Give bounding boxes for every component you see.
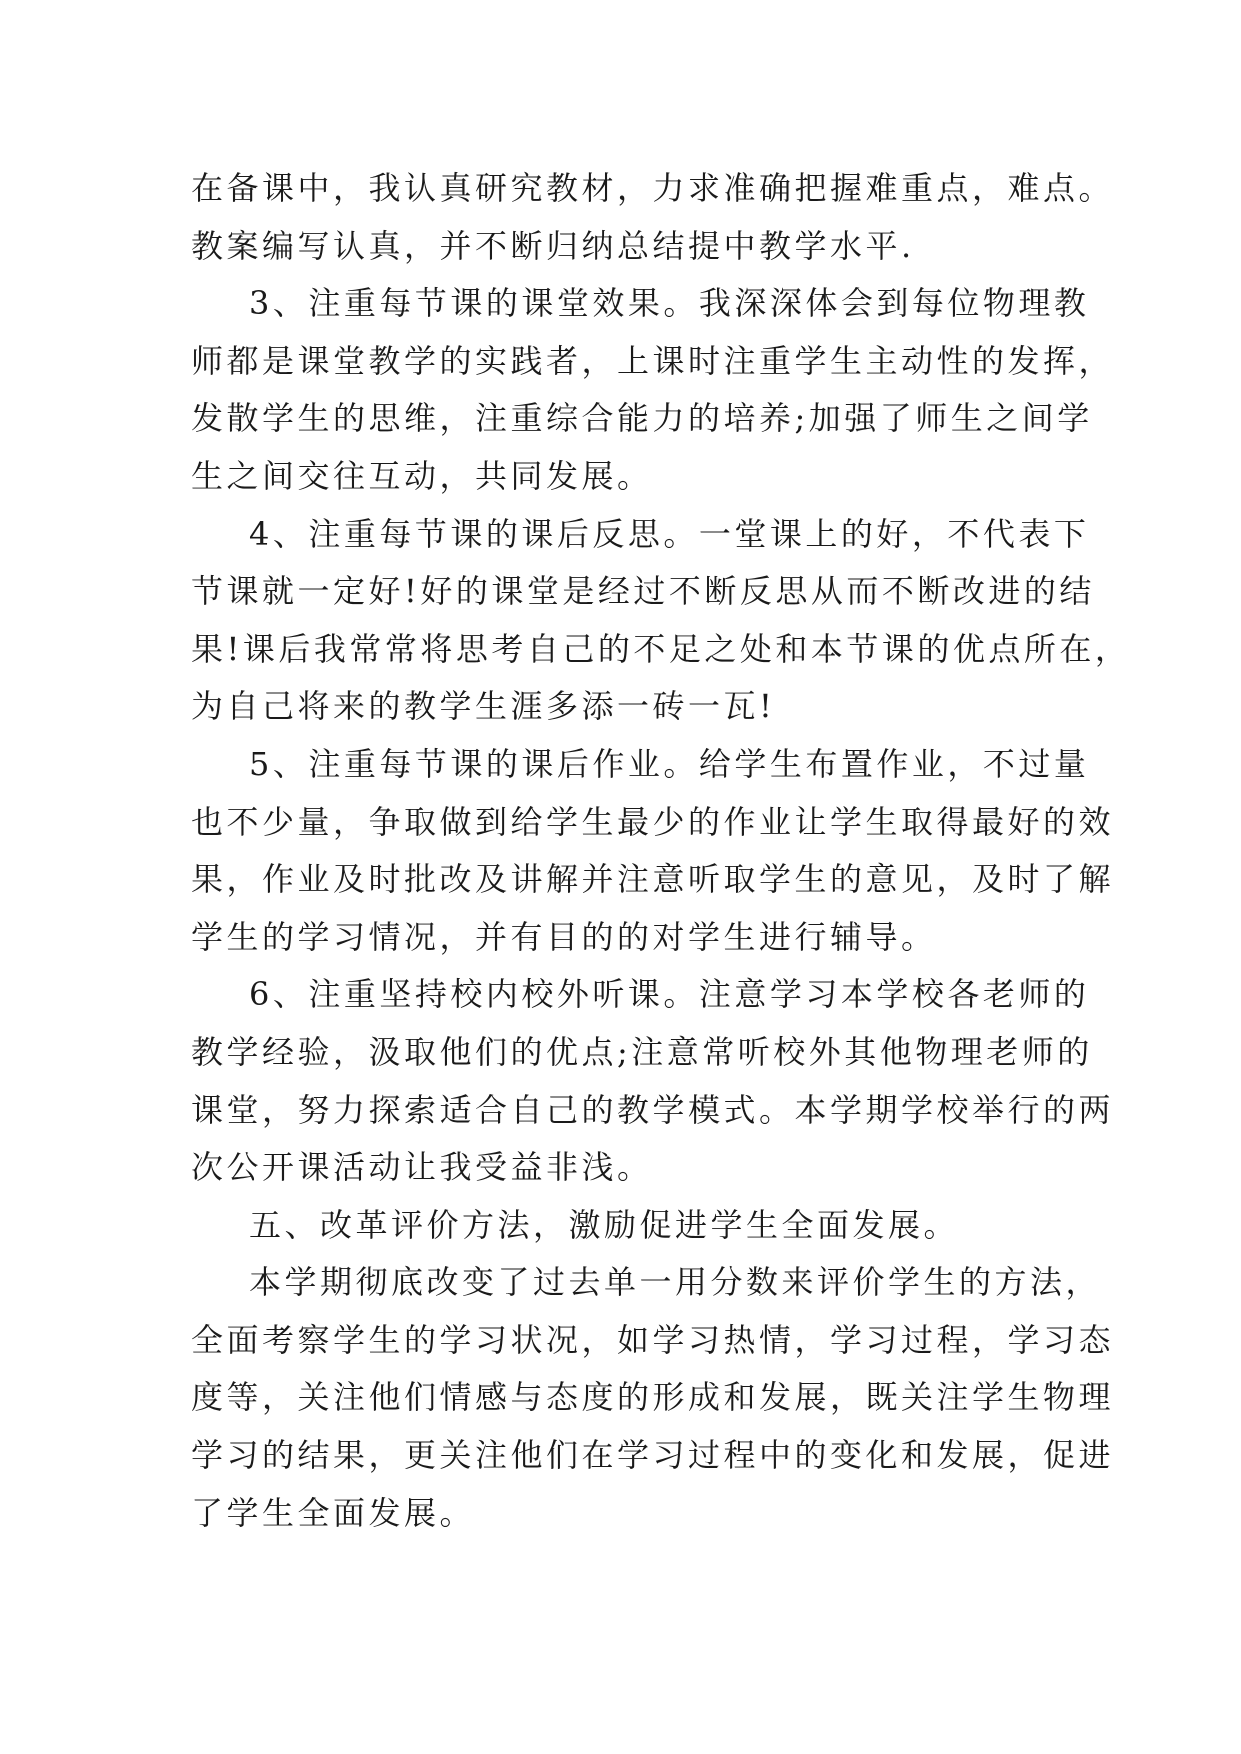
text-line: 全面考察学生的学习状况，如学习热情，学习过程，学习态 [191,1320,1115,1359]
text-line: 教学经验，汲取他们的优点;注意常听校外其他物理老师的 [191,1032,1093,1071]
text-line: 果!课后我常常将思考自己的不足之处和本节课的优点所在， [191,629,1131,668]
text-line: 度等，关注他们情感与态度的形成和发展，既关注学生物理 [191,1378,1115,1417]
text-line: 节课就一定好!好的课堂是经过不断反思从而不断改进的结 [191,572,1095,611]
text-line: 师都是课堂教学的实践者，上课时注重学生主动性的发挥， [191,341,1115,380]
text-line: 生之间交往互动，共同发展。 [191,456,653,495]
text-line: 发散学生的思维，注重综合能力的培养;加强了师生之间学 [191,399,1093,438]
text-line: 6、注重坚持校内校外听课。注意学习本学校各老师的 [249,975,1090,1014]
document-body [191,160,1131,1542]
text-line: 课堂，努力探索适合自己的教学模式。本学期学校举行的两 [191,1090,1115,1129]
text-line: 为自己将来的教学生涯多添一砖一瓦! [191,687,776,726]
text-line: 5、注重每节课的课后作业。给学生布置作业，不过量 [249,744,1090,783]
text-line: 教案编写认真，并不断归纳总结提中教学水平. [191,226,915,265]
text-line: 也不少量，争取做到给学生最少的作业让学生取得最好的效 [191,802,1115,841]
text-line: 3、注重每节课的课堂效果。我深深体会到每位物理教 [249,284,1090,323]
text-line: 在备课中，我认真研究教材，力求准确把握难重点，难点。 [191,169,1115,207]
text-line: 果，作业及时批改及讲解并注意听取学生的意见，及时了解 [191,860,1115,899]
text-line: 学生的学习情况，并有目的的对学生进行辅导。 [191,917,937,956]
text-line: 学习的结果，更关注他们在学习过程中的变化和发展，促进 [191,1436,1115,1475]
text-line: 了学生全面发展。 [191,1493,476,1532]
text-line: 次公开课活动让我受益非浅。 [191,1148,653,1187]
section-heading: 五、改革评价方法，激励促进学生全面发展。 [249,1205,960,1244]
text-line: 本学期彻底改变了过去单一用分数来评价学生的方法， [249,1263,1102,1302]
text-line: 4、注重每节课的课后反思。一堂课上的好，不代表下 [249,514,1090,553]
